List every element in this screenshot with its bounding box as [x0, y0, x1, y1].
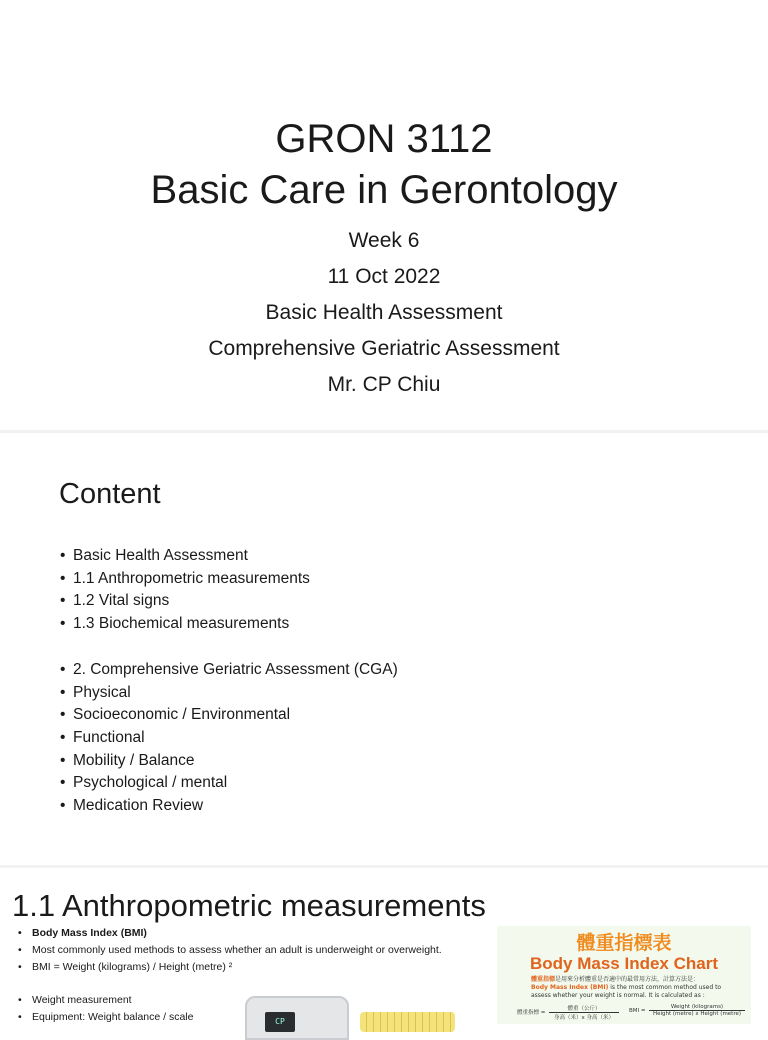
course-code-title: GRON 3112 — [275, 117, 493, 161]
list-item: • Socioeconomic / Environmental — [60, 704, 398, 727]
formula-cn-label: 體重指標 = — [517, 1010, 546, 1016]
list-item: • 1.3 Biochemical measurements — [60, 613, 310, 636]
title-slide — [0, 0, 768, 430]
subtitle-week: Week 6 — [348, 229, 420, 252]
subtitle-topic-2: Comprehensive Geriatric Assessment — [208, 337, 560, 360]
scale-display: CP — [265, 1012, 295, 1032]
formula-en-denominator: Height (metre) x Height (metre) — [652, 1011, 742, 1017]
list-item: • Basic Health Assessment — [60, 545, 310, 568]
subtitle-topic-1: Basic Health Assessment — [265, 301, 503, 324]
bmi-bullet-list — [18, 925, 442, 976]
weight-bullet-list — [18, 992, 193, 1026]
subtitle-presenter: Mr. CP Chiu — [327, 373, 441, 396]
weight-scale-image — [245, 996, 349, 1040]
bmi-chart-title-cn: 體重指標表 — [576, 932, 672, 954]
bmi-formula — [517, 1004, 747, 1024]
bmi-desc-cn: 是用來分析體重是否適中的最常用方法，計算方法是： — [555, 976, 700, 983]
formula-cn-denominator: 身高（米）x 身高（米） — [553, 1015, 614, 1021]
list-item: • Functional — [60, 727, 398, 750]
bmi-desc-en: is the most common method used to assess whether your weight is normal. It is calculated as : — [531, 984, 722, 999]
list-item: • Body Mass Index (BMI) — [18, 925, 442, 942]
list-item: • 2. Comprehensive Geriatric Assessment (CGA) — [60, 659, 398, 682]
content-list-basic — [60, 545, 310, 636]
content-list-cga — [60, 659, 398, 818]
list-item: • BMI = Weight (kilograms) / Height (metre) ² — [18, 959, 442, 976]
subtitle-date: 11 Oct 2022 — [327, 265, 441, 288]
bmi-chart-image — [497, 926, 751, 1024]
formula-en-numerator: Weight (kilograms) — [649, 1004, 745, 1011]
list-item: • 1.2 Vital signs — [60, 590, 310, 613]
list-item: • Weight measurement — [18, 992, 193, 1009]
anthropometric-heading: 1.1 Anthropometric measurements — [12, 888, 486, 923]
list-item: • Mobility / Balance — [60, 750, 398, 773]
formula-cn-numerator: 體重（公斤） — [549, 1004, 619, 1013]
list-item: • Equipment: Weight balance / scale — [18, 1009, 193, 1026]
content-heading: Content — [59, 478, 161, 510]
measuring-tape-image — [360, 1012, 455, 1032]
list-item: • Most commonly used methods to assess whether an adult is underweight or overweight. — [18, 942, 442, 959]
list-item: • Psychological / mental — [60, 772, 398, 795]
bmi-desc-cn-highlight: 體重指標 — [531, 976, 556, 983]
bmi-chart-description — [531, 976, 741, 1000]
list-item: • 1.1 Anthropometric measurements — [60, 568, 310, 591]
bmi-chart-title-en: Body Mass Index Chart — [530, 954, 718, 973]
formula-en-label: BMI = — [629, 1008, 646, 1014]
list-item: • Physical — [60, 682, 398, 705]
bmi-desc-en-highlight: Body Mass Index (BMI) — [531, 984, 609, 991]
list-item: • Medication Review — [60, 795, 398, 818]
course-name-title: Basic Care in Gerontology — [150, 168, 618, 212]
